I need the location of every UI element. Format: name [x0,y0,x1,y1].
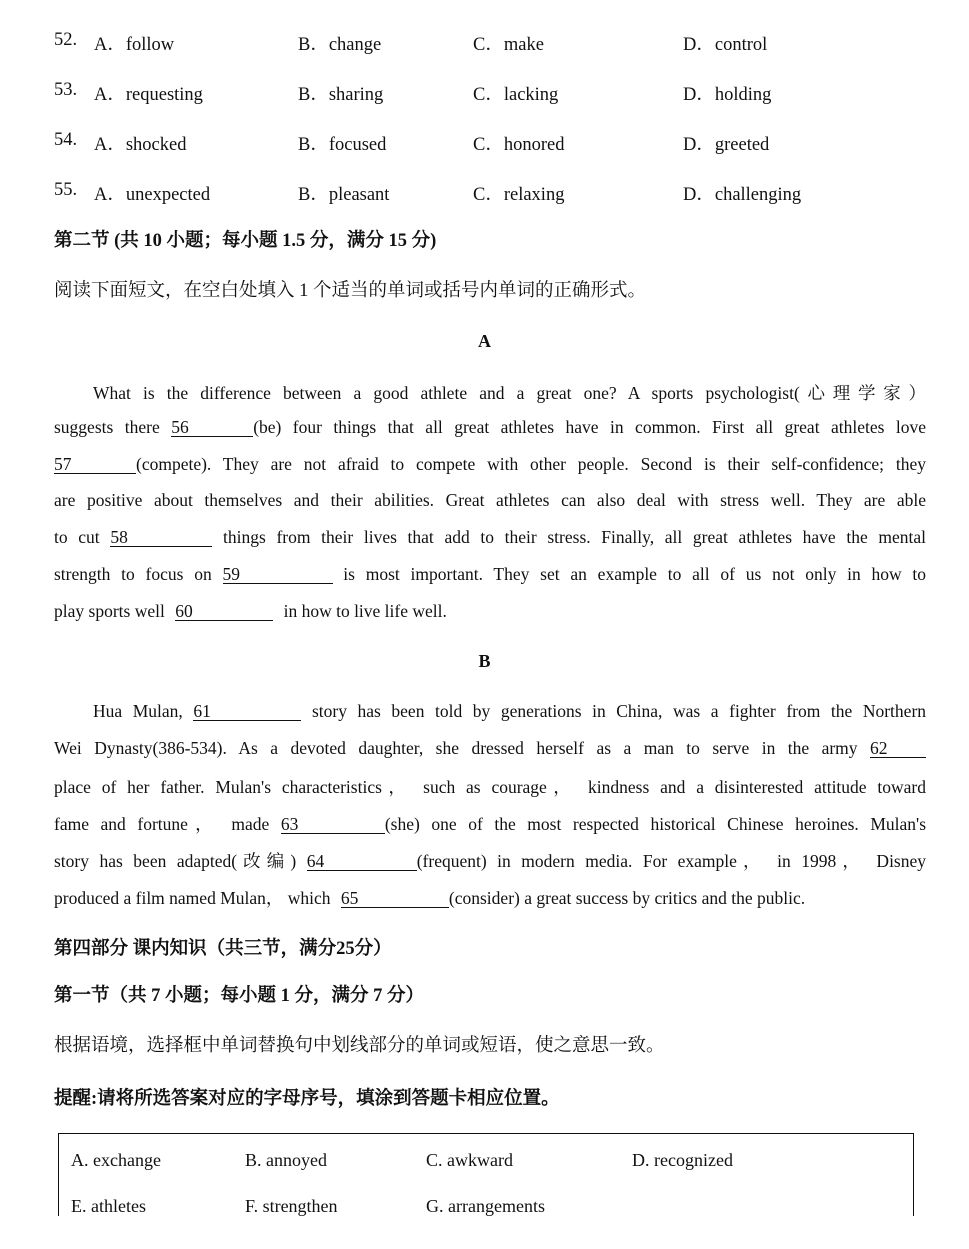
option-c: C．make [473,35,544,55]
word-option-d: D. recognized [632,1150,733,1170]
section2-instruction: 阅读下面短文，在空白处填入 1 个适当的单词或括号内单词的正确形式。 [54,281,647,301]
option-d: D．greeted [683,135,770,155]
option-a: A．unexpected [94,185,211,205]
blank-63[interactable]: 63 [281,815,385,834]
option-d: D．holding [683,85,772,105]
passage-text: is most important. They set an example to all of us not only in how to [343,564,927,584]
blank-65[interactable]: 65 [341,889,449,908]
question-number: 55. [54,180,78,200]
option-c: C．honored [473,135,565,155]
passage-text: story has been adapted(改编) [54,851,297,871]
part4-reminder: 提醒:请将所选答案对应的字母序号，填涂到答题卡相应位置。 [54,1089,560,1109]
question-55 [54,180,914,206]
passage-text: suggests there [54,417,160,437]
option-d: D．control [683,35,768,55]
option-b: B．change [298,35,382,55]
option-c: C．lacking [473,85,559,105]
blank-58[interactable]: 58 [110,528,212,547]
blank-60[interactable]: 60 [175,602,273,621]
question-53 [54,80,914,106]
passage-a-line-4 [54,490,926,511]
word-option-e: E. athletes [71,1196,146,1216]
section2-heading: 第二节 (共 10 小题；每小题 1.5 分，满分 15 分) [54,231,437,251]
passage-text: are positive about themselves and their abilities. Great athletes can also deal with stress well. They are able [54,490,926,510]
passage-text: Hua Mulan, [93,701,183,721]
word-option-g: G. arrangements [426,1196,545,1216]
option-b: B．sharing [298,85,384,105]
question-54 [54,130,914,156]
passage-text: in how to live life well. [283,601,447,621]
passage-a-line-7 [54,601,926,622]
question-52 [54,30,914,56]
option-b: B．focused [298,135,387,155]
passage-text: produced a film named Mulan， which [54,888,331,908]
passage-b-line-6 [54,885,926,910]
passage-text: (be) four things that all great athletes have in common. First all great athletes love [253,417,927,437]
passage-text: (she) one of the most respected historical Chinese heroines. Mulan's [384,814,926,834]
passage-b-line-4 [54,811,926,836]
word-box [58,1133,914,1216]
blank-64[interactable]: 64 [307,852,417,871]
option-a: A．follow [94,35,175,55]
option-a: A．requesting [94,85,203,105]
passage-text: story has been told by generations in China, was a fighter from the Northern [311,701,927,721]
passage-a-line-3 [54,454,926,475]
passage-text: (frequent) in modern media. For example， in 1998， Disney [416,851,927,871]
passage-text: things from their lives that add to their stress. Finally, all great athletes have the mental [223,527,927,547]
passage-a-line-2 [54,417,926,438]
blank-57[interactable]: 57 [54,455,136,474]
passage-text: strength to focus on [54,564,212,584]
passage-b-line-5 [54,848,926,873]
passage-text: (consider) a great success by critics and the public. [448,888,806,908]
passage-text: (compete). They are not afraid to compete with other people. Second is their self-confidence; they [136,454,926,474]
part4-section1-heading: 第一节（共 7 小题；每小题 1 分，满分 7 分） [54,986,425,1006]
option-c: C．relaxing [473,185,565,205]
word-option-a: A. exchange [71,1150,161,1170]
blank-61[interactable]: 61 [193,702,301,721]
passage-b-line-1 [93,701,926,722]
part4-heading: 第四部分 课内知识（共三节，满分25分） [54,939,392,959]
passage-text: What is the difference between a good athlete and a great one? A sports psychologist(心理学家） [93,383,926,403]
option-b: B．pleasant [298,185,390,205]
passage-a-line-1 [93,380,926,405]
passage-text: place of her father. Mulan's characteristics， such as courage， kindness and a disinterested attitude toward [54,777,926,797]
word-option-f: F. strengthen [245,1196,338,1216]
passage-a-line-6 [54,564,926,585]
question-number: 52. [54,30,78,50]
passage-a-title: A [478,331,491,351]
blank-62[interactable]: 62 [870,739,926,758]
passage-b-line-3 [54,774,926,799]
word-option-b: B. annoyed [245,1150,327,1170]
passage-text: fame and fortune， made [54,814,270,834]
passage-text: play sports well [54,601,165,621]
passage-b-title: B [478,651,491,671]
passage-b-line-2 [54,738,926,759]
blank-59[interactable]: 59 [223,565,333,584]
option-d: D．challenging [683,185,802,205]
question-number: 53. [54,80,78,100]
passage-text: to cut [54,527,100,547]
part4-instruction: 根据语境，选择框中单词替换句中划线部分的单词或短语，使之意思一致。 [54,1036,665,1056]
passage-a-line-5 [54,527,926,548]
passage-text: Wei Dynasty(386-534). As a devoted daughter, she dressed herself as a man to serve in the army [54,738,858,758]
word-option-c: C. awkward [426,1150,513,1170]
question-number: 54. [54,130,78,150]
blank-56[interactable]: 56 [171,418,253,437]
option-a: A．shocked [94,135,187,155]
